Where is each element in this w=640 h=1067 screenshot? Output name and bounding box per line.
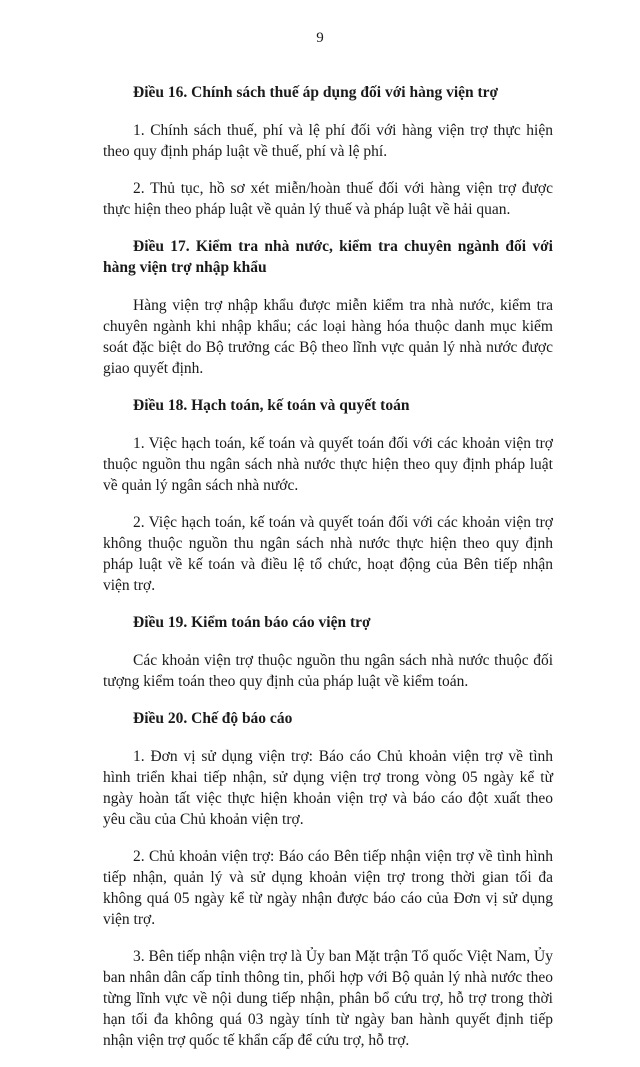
article-16-paragraph-1: 1. Chính sách thuế, phí và lệ phí đối với hàng viện trợ thực hiện theo quy định pháp luật về thuế, phí và lệ phí. (103, 122, 553, 160)
article-17-heading: Điều 17. Kiểm tra nhà nước, kiểm tra chuyên ngành đối với hàng viện trợ nhập khẩu (103, 238, 553, 276)
article-16-paragraph-2: 2. Thủ tục, hồ sơ xét miễn/hoàn thuế đối với hàng viện trợ được thực hiện theo pháp luật về quản lý thuế và pháp luật về hải quan. (103, 180, 553, 218)
article-18-paragraph-1: 1. Việc hạch toán, kế toán và quyết toán đối với các khoản viện trợ thuộc nguồn thu ngân sách nhà nước thực hiện theo quy định pháp luật về quản lý ngân sách nhà nước. (103, 435, 553, 494)
page-number: 9 (316, 30, 324, 46)
article-19-paragraph-1: Các khoản viện trợ thuộc nguồn thu ngân sách nhà nước thuộc đối tượng kiểm toán theo quy định của pháp luật về kiểm toán. (103, 652, 553, 690)
article-17-paragraph-1: Hàng viện trợ nhập khẩu được miễn kiểm tra nhà nước, kiểm tra chuyên ngành khi nhập khẩu; các loại hàng hóa thuộc danh mục kiểm soát đặc biệt do Bộ trưởng các Bộ theo lĩnh vực quản lý nhà nước được giao quyết định. (103, 297, 553, 377)
article-18-paragraph-2: 2. Việc hạch toán, kế toán và quyết toán đối với các khoản viện trợ không thuộc nguồn thu ngân sách nhà nước thực hiện theo quy định pháp luật về kế toán và điều lệ tổ chức, hoạt động của Bên tiếp nhận viện trợ. (103, 514, 553, 594)
article-20-paragraph-2: 2. Chủ khoản viện trợ: Báo cáo Bên tiếp nhận viện trợ về tình hình tiếp nhận, quản lý và sử dụng khoản viện trợ trong thời gian tối đa không quá 05 ngày kể từ ngày nhận được báo cáo của Đơn vị sử dụng viện trợ. (103, 848, 553, 928)
article-20-heading: Điều 20. Chế độ báo cáo (133, 710, 293, 727)
article-20-paragraph-3: 3. Bên tiếp nhận viện trợ là Ủy ban Mặt trận Tổ quốc Việt Nam, Ủy ban nhân dân cấp tỉnh thông tin, phối hợp với Bộ quản lý nhà nước theo từng lĩnh vực về nội dung tiếp nhận, phân bổ cứu trợ, hỗ trợ trong thời hạn tối đa không quá 03 ngày tính từ ngày ban hành quyết định tiếp nhận viện trợ quốc tế khẩn cấp để cứu trợ, hỗ trợ. (103, 948, 553, 1049)
article-18-heading: Điều 18. Hạch toán, kế toán và quyết toán (133, 397, 410, 414)
article-20-paragraph-1: 1. Đơn vị sử dụng viện trợ: Báo cáo Chủ khoản viện trợ về tình hình triển khai tiếp nhận, sử dụng viện trợ trong vòng 05 ngày kể từ ngày hoàn tất việc thực hiện khoản viện trợ và báo cáo đột xuất theo yêu cầu của Chủ khoản viện trợ. (103, 748, 553, 828)
article-16-heading: Điều 16. Chính sách thuế áp dụng đối với hàng viện trợ (133, 84, 499, 101)
article-19-heading: Điều 19. Kiểm toán báo cáo viện trợ (133, 614, 371, 631)
document-body (103, 82, 553, 1067)
